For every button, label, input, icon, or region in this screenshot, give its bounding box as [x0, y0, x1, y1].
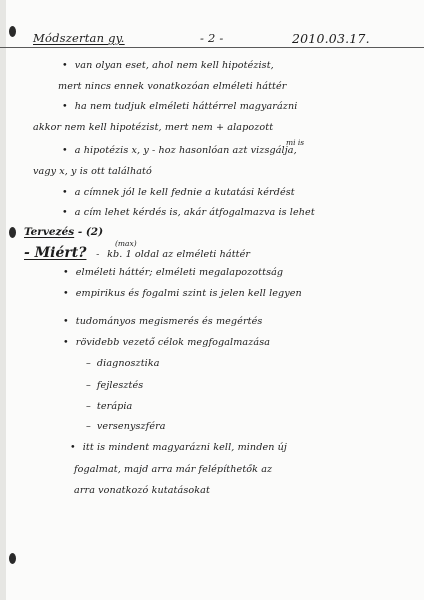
- page-number: - 2 -: [200, 31, 224, 45]
- list-item: • rövidebb vezető célok megfogalmazása: [63, 337, 270, 348]
- binder-hole: [9, 26, 16, 37]
- note-line: • a hipotézis x, y - hoz hasonlóan azt vizsgálja,: [62, 145, 297, 156]
- note-line: akkor nem kell hipotézist, mert nem + alapozott: [33, 122, 274, 133]
- list-item: • empirikus és fogalmi szint is jelen kell legyen: [63, 288, 302, 299]
- note-line: mert nincs ennek vonatkozóan elméleti háttér: [58, 81, 287, 92]
- miert-prefix: -: [96, 249, 100, 260]
- note-line: • van olyan eset, ahol nem kell hipotézist,: [62, 60, 274, 71]
- binder-hole: [9, 553, 16, 564]
- miert-note: (max): [115, 239, 137, 248]
- closing-line: arra vonatkozó kutatásokat: [74, 485, 210, 496]
- note-line: • a címnek jól le kell fednie a kutatási kérdést: [62, 187, 295, 198]
- miert-heading: [24, 245, 250, 261]
- note-line: • a cím lehet kérdés is, akár átfogalmazva is lehet: [62, 207, 315, 218]
- header-rule: [0, 47, 424, 48]
- list-item: • tudományos megismerés és megértés: [63, 316, 262, 327]
- note-line: vagy x, y is ott található: [33, 166, 152, 177]
- sub-item: – versenyszféra: [86, 421, 166, 432]
- date-header: 2010.03.17.: [292, 31, 370, 46]
- sub-item: – fejlesztés: [86, 380, 143, 391]
- closing-line: • itt is mindent magyarázni kell, minden új: [70, 442, 287, 453]
- insert-note: mi is: [286, 138, 305, 147]
- subject-header: Módszertan gy.: [33, 31, 125, 45]
- section-title: Tervezés: [24, 226, 75, 238]
- page-left-edge: [0, 0, 6, 600]
- binder-hole: [9, 227, 16, 238]
- miert-text: kb. 1 oldal az elméleti háttér: [107, 249, 251, 260]
- sub-item: – diagnosztika: [86, 358, 160, 369]
- note-line: • ha nem tudjuk elméleti háttérrel magyarázni: [62, 101, 297, 112]
- miert-label: - Miért?: [24, 245, 87, 261]
- section-number: - (2): [77, 226, 104, 238]
- list-item: • elméleti háttér; elméleti megalapozottság: [63, 267, 283, 278]
- sub-item: – terápia: [86, 401, 132, 412]
- closing-line: fogalmat, majd arra már felépíthetők az: [74, 464, 273, 475]
- section-heading: [24, 226, 103, 238]
